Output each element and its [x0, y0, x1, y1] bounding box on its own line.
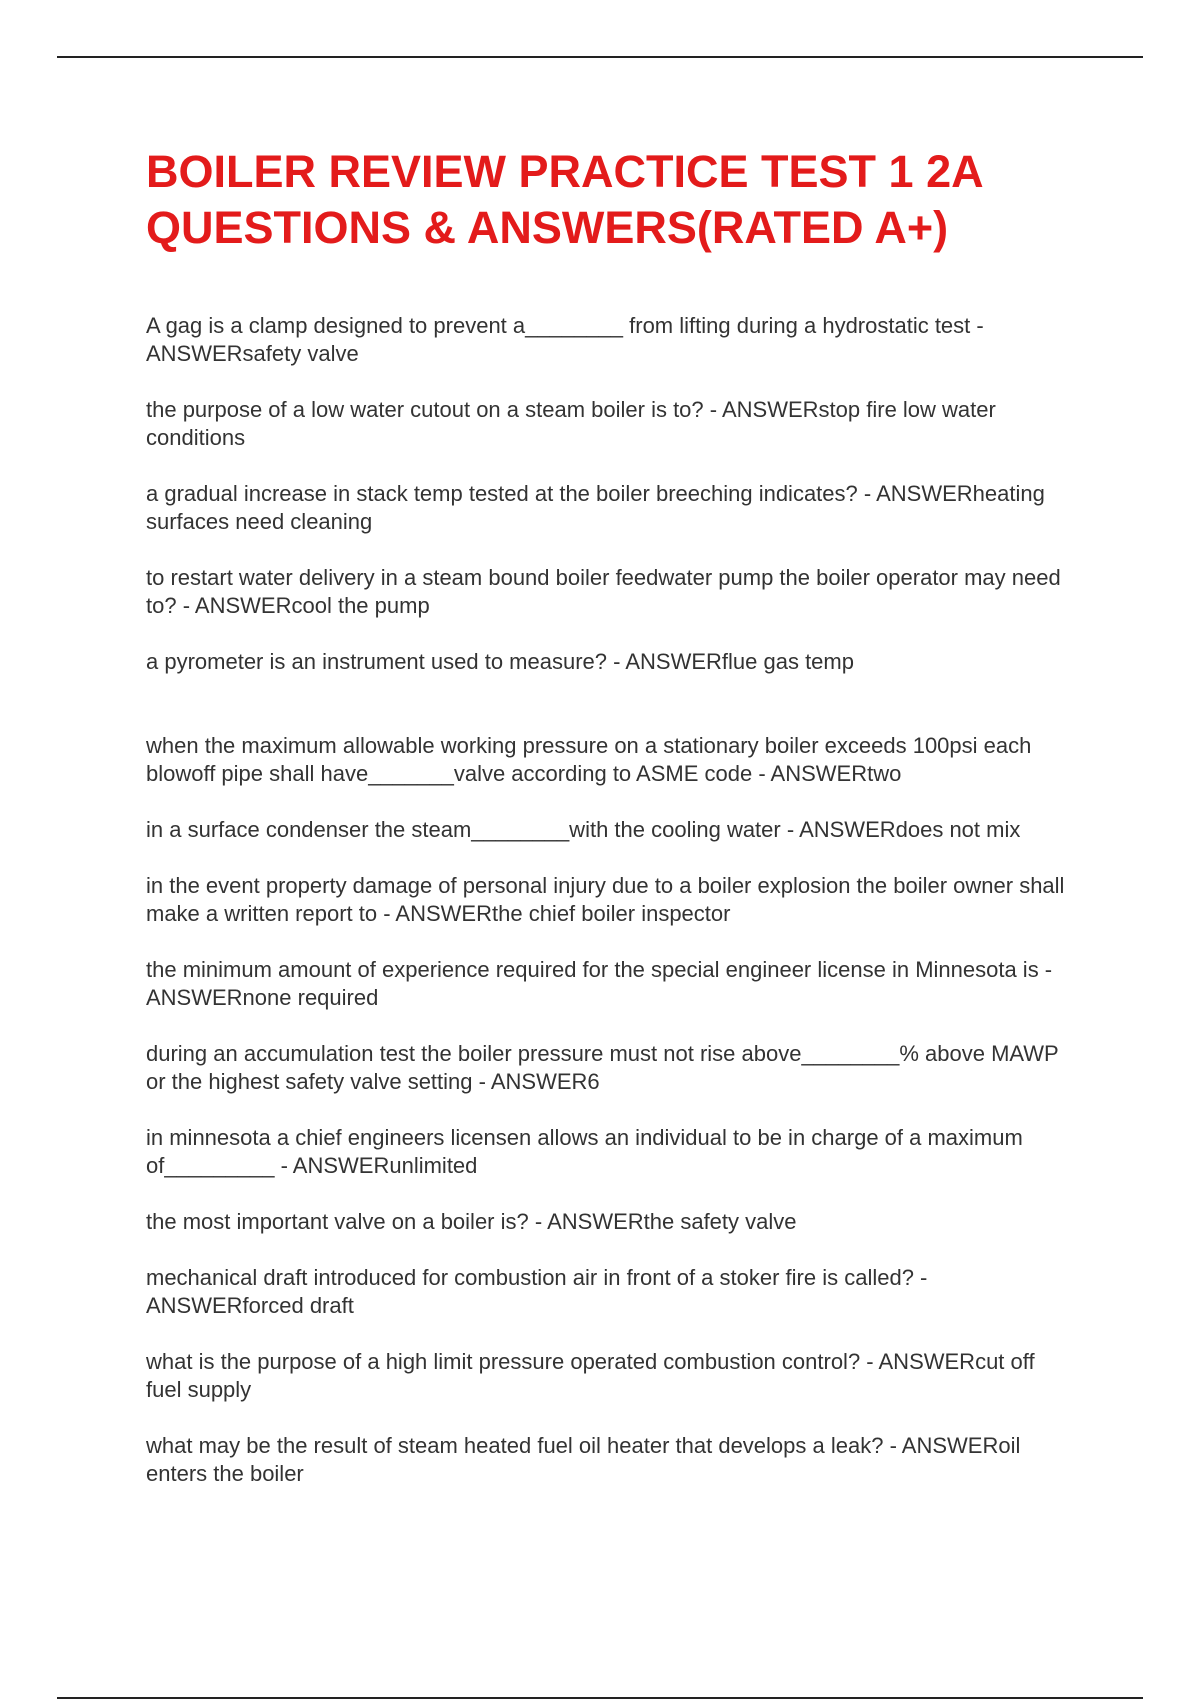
qa-item: what may be the result of steam heated fuel oil heater that develops a leak? - ANSWERoil enters the boiler	[146, 1433, 1027, 1486]
qa-item: in the event property damage of personal injury due to a boiler explosion the boiler owner shall make a written report to - ANSWERthe chief boiler inspector	[146, 873, 1071, 926]
qa-item: in a surface condenser the steam________with the cooling water - ANSWERdoes not mix	[146, 817, 1021, 842]
qa-item: to restart water delivery in a steam bound boiler feedwater pump the boiler operator may need to? - ANSWERcool the pump	[146, 565, 1067, 618]
qa-item: a gradual increase in stack temp tested at the boiler breeching indicates? - ANSWERheating surfaces need cleaning	[146, 481, 1051, 534]
qa-item: in minnesota a chief engineers licensen allows an individual to be in charge of a maximum of_________ - ANSWERunlimited	[146, 1125, 1029, 1178]
qa-item: during an accumulation test the boiler pressure must not rise above________% above MAWP or the highest safety valve setting - ANSWER6	[146, 1041, 1065, 1094]
qa-item: the minimum amount of experience required for the special engineer license in Minnesota is - ANSWERnone required	[146, 957, 1058, 1010]
page-title: BOILER REVIEW PRACTICE TEST 1 2A QUESTIONS & ANSWERS(RATED A+)	[146, 146, 982, 253]
footer-rule	[57, 1697, 1143, 1699]
qa-item: when the maximum allowable working pressure on a stationary boiler exceeds 100psi each blowoff pipe shall have_______valve according to ASME code - ANSWERtwo	[146, 733, 1038, 786]
qa-item: a pyrometer is an instrument used to measure? - ANSWERflue gas temp	[146, 649, 854, 674]
qa-item: what is the purpose of a high limit pressure operated combustion control? - ANSWERcut off fuel supply	[146, 1349, 1041, 1402]
qa-item: the most important valve on a boiler is? - ANSWERthe safety valve	[146, 1209, 797, 1234]
header-rule	[57, 56, 1143, 58]
qa-item: A gag is a clamp designed to prevent a________ from lifting during a hydrostatic test - ANSWERsafety valve	[146, 313, 989, 366]
qa-item: the purpose of a low water cutout on a steam boiler is to? - ANSWERstop fire low water conditions	[146, 397, 1002, 450]
qa-list	[146, 312, 1071, 1516]
qa-item: mechanical draft introduced for combustion air in front of a stoker fire is called? - ANSWERforced draft	[146, 1265, 933, 1318]
